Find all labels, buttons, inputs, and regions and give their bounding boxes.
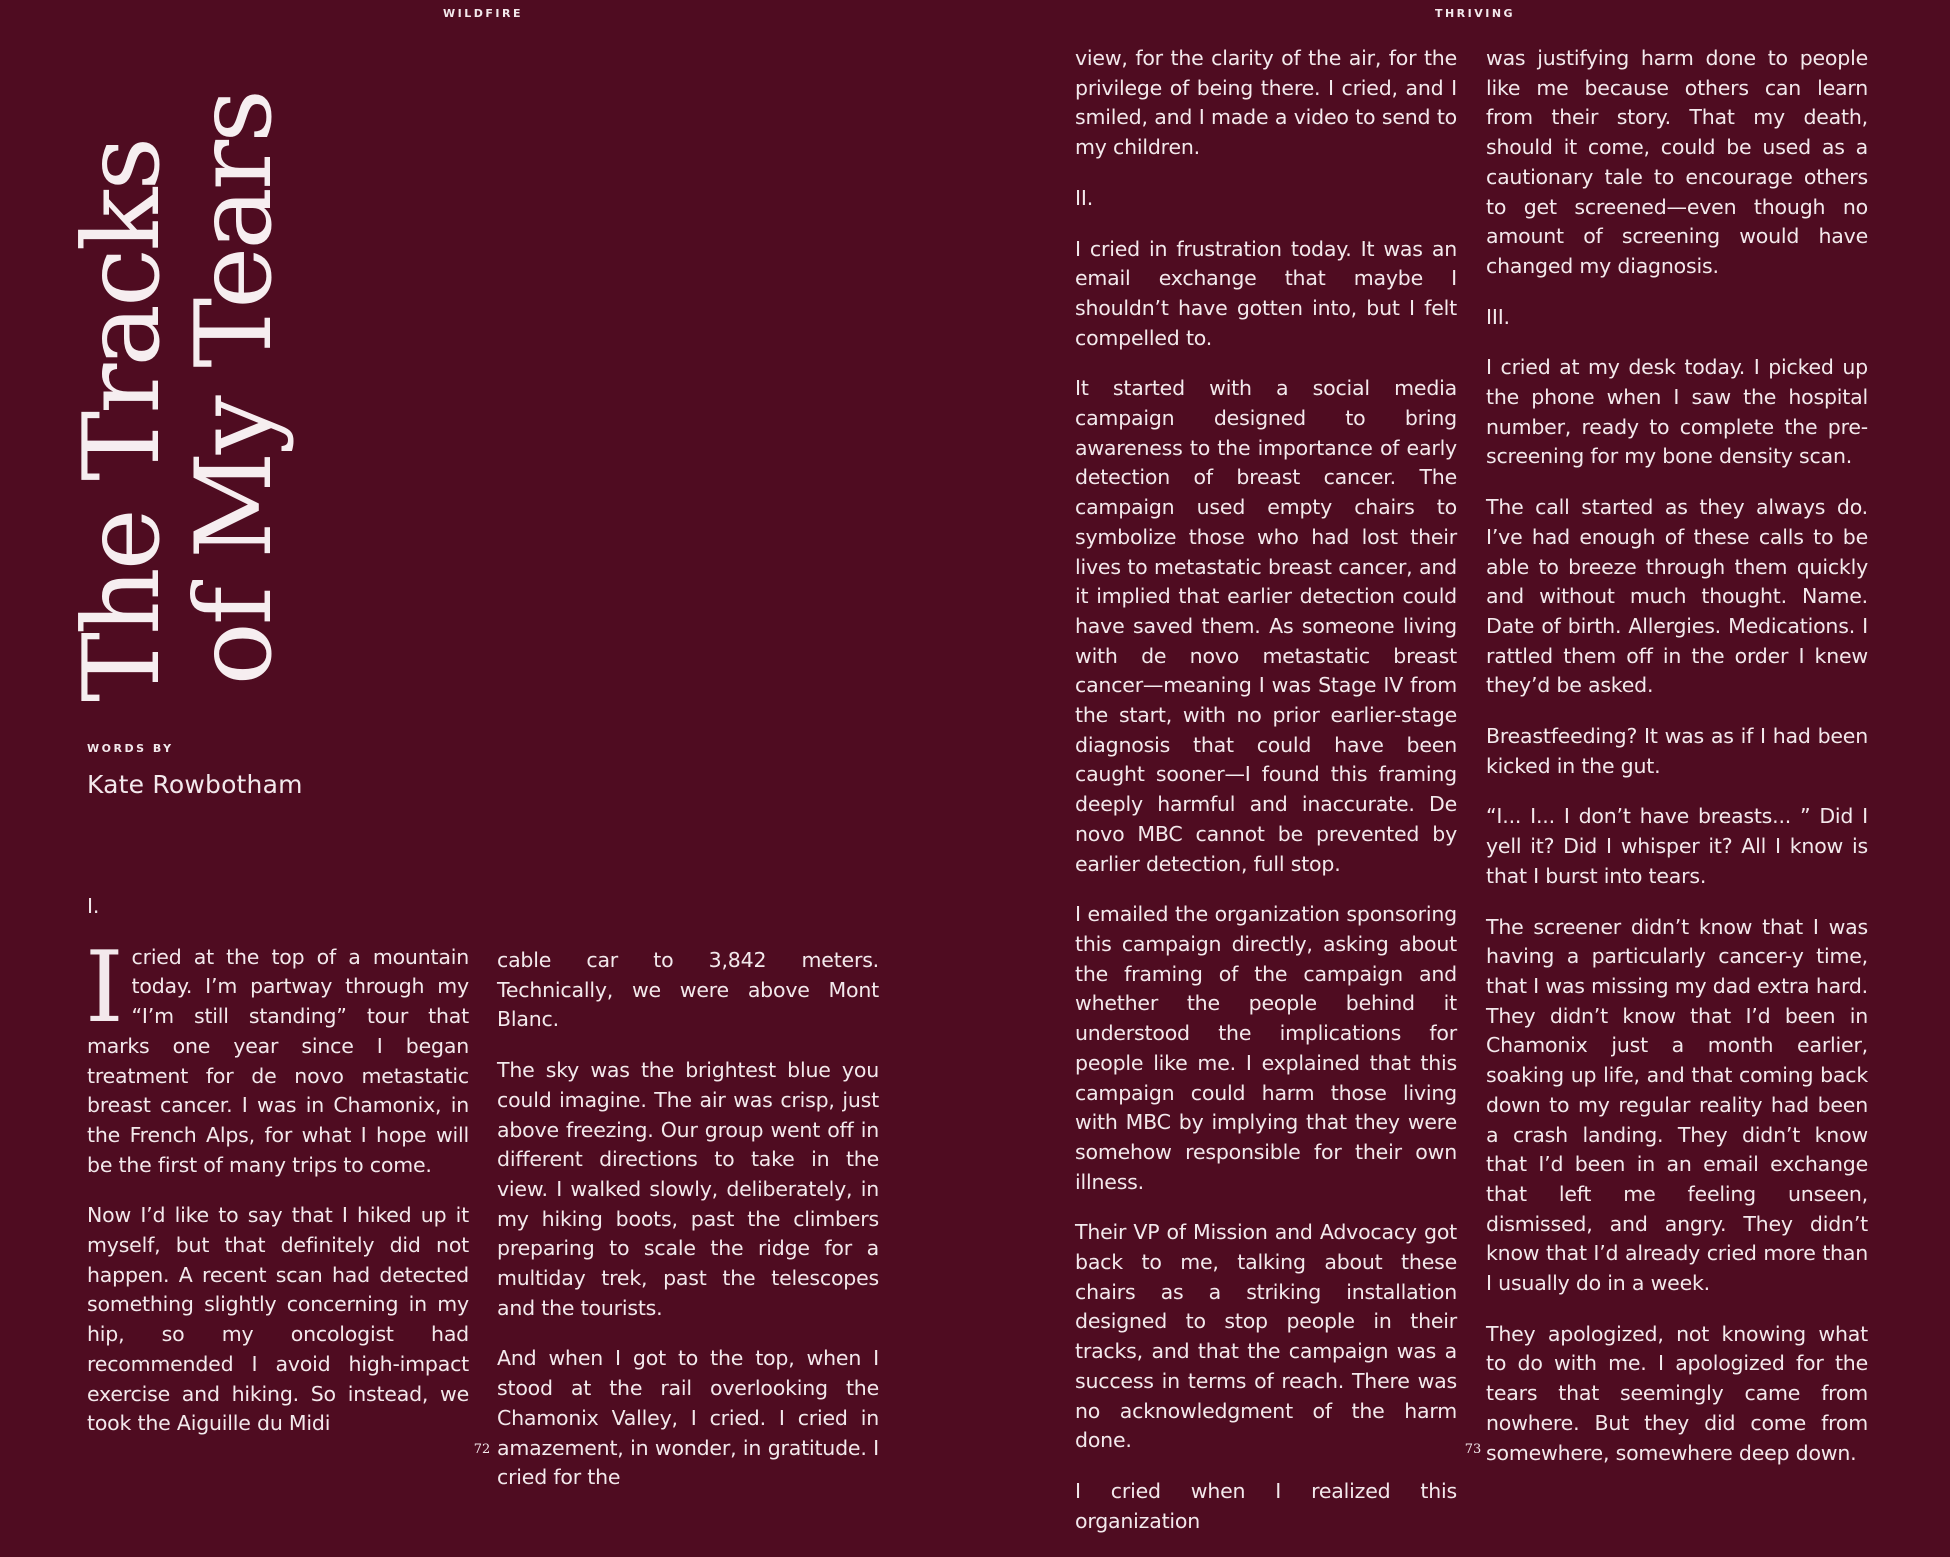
- paragraph: The sky was the brightest blue you could imagine. The air was crisp, just above freezing. Our group went off in different directions to take in the view. I walked slowly, deliberately, in my hiking boots, past the climbers preparing to scale the ridge for a multiday trek, past the telescopes and the tourists.: [497, 1058, 879, 1320]
- drop-cap: I: [85, 930, 124, 1045]
- paragraph: Now I’d like to say that I hiked up it myself, but that definitely did not happen. A recent scan had detected something slightly concerning in my hip, so my oncologist had recommended I avoid high-impact exercise and hiking. So instead, we took the Aiguille du Midi: [87, 1203, 469, 1436]
- article-title: [61, 92, 326, 702]
- title-line-1: The Tracks: [61, 139, 183, 702]
- paragraph: The screener didn’t know that I was having a particularly cancer-y time, that I was missing my dad extra hard. They didn’t know that I’d been in Chamonix just a month earlier, soaking up life, and that coming back down to my regular reality had been a crash landing. They didn’t know that I’d been in an email exchange that left me feeling unseen, dismissed, and angry. They didn’t know that I’d already cried more than I usually do in a week.: [1486, 914, 1868, 1296]
- paragraph: And when I got to the top, when I stood at the rail overlooking the Chamonix Valley, I cried. I cried in amazement, in wonder, in gratitude. I cried for the: [497, 1346, 879, 1490]
- text-column-4: [1486, 44, 1868, 1489]
- author-name: Kate Rowbotham: [87, 770, 303, 799]
- section-label-1: I.: [87, 894, 100, 918]
- paragraph: They apologized, not knowing what to do with me. I apologized for the tears that seemingly came from nowhere. But they did come from somewhere, somewhere deep down.: [1486, 1321, 1868, 1465]
- paragraph: cable car to 3,842 meters. Technically, we were above Mont Blanc.: [497, 948, 879, 1032]
- page-number-right: 73: [1464, 1442, 1482, 1457]
- paragraph: I cried when I realized this organization: [1075, 1478, 1457, 1533]
- section-label-2: II.: [1075, 185, 1094, 210]
- paragraph: Their VP of Mission and Advocacy got back to me, talking about these chairs as a striking installation designed to stop people in their tracks, and that the campaign was a success in terms of reach. There was no acknowledgment of the harm done.: [1075, 1220, 1457, 1453]
- page-number-left: 72: [473, 1442, 491, 1457]
- paragraph: The call started as they always do. I’ve had enough of these calls to be able to breeze through them quickly and without much thought. Name. Date of birth. Allergies. Medications. I rattled them off in the order I knew they’d be asked.: [1486, 495, 1868, 698]
- right-page: [975, 0, 1950, 1533]
- paragraph: I cried in frustration today. It was an email exchange that maybe I shouldn’t have gotten into, but I felt compelled to.: [1075, 236, 1457, 350]
- text-column-1: [87, 892, 469, 1460]
- text-column-3: [1075, 44, 1457, 1557]
- paragraph: Icried at the top of a mountain today. I’m partway through my “I’m still standing” tour that marks one year since I began treatment for de novo metastatic breast cancer. I was in Chamonix, in the French Alps, for what I hope will be the first of many trips to come.: [85, 930, 469, 1177]
- title-line-2: of My Tears: [173, 92, 295, 686]
- running-head-right: THRIVING: [1434, 7, 1516, 20]
- paragraph: “I... I... I don’t have breasts... ” Did I yell it? Did I whisper it? All I know is that I burst into tears.: [1486, 804, 1868, 888]
- paragraph: was justifying harm done to people like me because others can learn from their story. That my death, should it come, could be used as a cautionary tale to encourage others to get screened—even though no amount of screening would have changed my diagnosis.: [1486, 46, 1868, 278]
- paragraph: I cried at my desk today. I picked up the phone when I saw the hospital number, ready to complete the pre-screening for my bone density scan.: [1486, 355, 1868, 469]
- text-column-2: [497, 946, 879, 1514]
- byline-label: WORDS BY: [87, 742, 174, 755]
- running-head-left: WILDFIRE: [443, 7, 523, 20]
- left-page: [0, 0, 975, 1490]
- section-label-3: III.: [1486, 304, 1510, 329]
- paragraph: It started with a social media campaign designed to bring awareness to the importance of early detection of breast cancer. The campaign used empty chairs to symbolize those who had lost their lives to metastatic breast cancer, and it implied that earlier detection could have saved them. As someone living with de novo metastatic breast cancer—meaning I was Stage IV from the start, with no prior earlier-stage diagnosis that could have been caught sooner—I found this framing deeply harmful and inaccurate. De novo MBC cannot be prevented by earlier detection, full stop.: [1075, 376, 1457, 876]
- paragraph: view, for the clarity of the air, for the privilege of being there. I cried, and I smiled, and I made a video to send to my children.: [1075, 46, 1457, 160]
- paragraph: Breastfeeding? It was as if I had been kicked in the gut.: [1486, 724, 1868, 778]
- paragraph: I emailed the organization sponsoring this campaign directly, asking about the framing of the campaign and whether the people behind it understood the implications for people like me. I explained that this campaign could harm those living with MBC by implying that they were somehow responsible for their own illness.: [1075, 902, 1457, 1194]
